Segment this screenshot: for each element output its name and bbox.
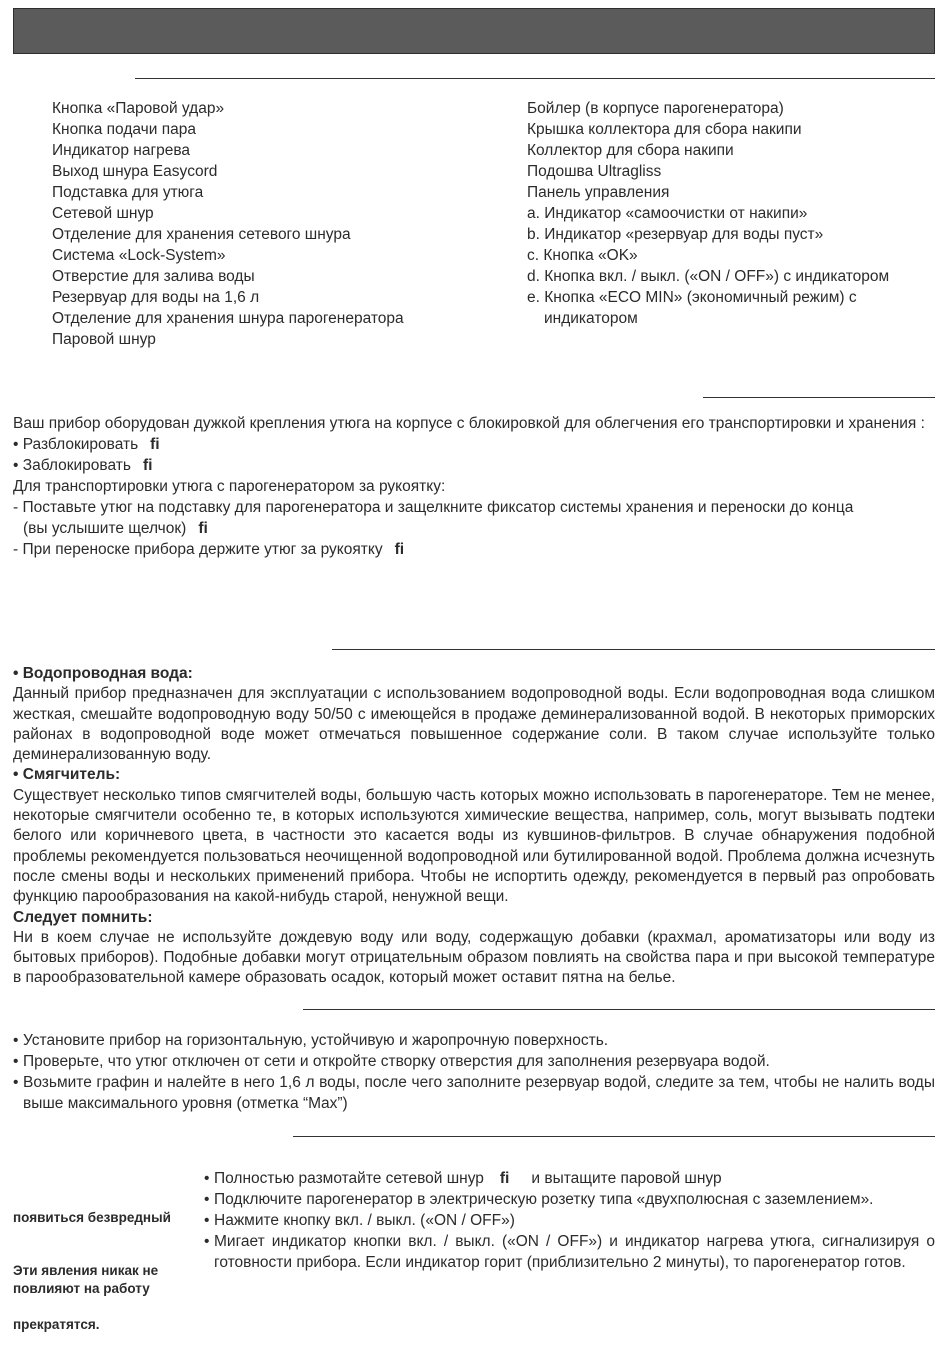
list-item — [13, 1030, 935, 1051]
transport-step-1: - Поставьте утюг на подставку для парогенератора и защелкните фиксатор системы хранения и переноски до конца — [13, 499, 854, 516]
lock-line — [13, 455, 935, 476]
list-item: Отделение для хранения шнура парогенератора — [52, 310, 404, 327]
startup-step-3: Нажмите кнопку вкл. / выкл. («ON / OFF») — [214, 1212, 515, 1229]
startup-step-2: Подключите парогенератор в электрическую розетку типа «двухполюсная с заземлением». — [214, 1191, 874, 1208]
list-item: Кнопка подачи пара — [52, 121, 196, 138]
transport-line: Для транспортировки утюга с парогенератором за рукоятку: — [13, 478, 446, 495]
bullet-mark: • — [13, 1053, 19, 1070]
bullet-mark: • — [204, 1233, 210, 1250]
fill-step-text: Возьмите графин и налейте в него 1,6 л воды, после чего заполните резервуар водой, следите за тем, чтобы не налить воды выше максимального уровня (отметка “Max”) — [23, 1074, 935, 1112]
unlock-line — [13, 434, 935, 455]
side-note-2 — [13, 1262, 158, 1298]
list-item: индикатором — [544, 310, 638, 327]
list-item: Сетевой шнур — [52, 205, 154, 222]
bullet-mark: • — [204, 1170, 210, 1187]
startup-step-1-tail: и вытащите паровой шнур — [531, 1170, 722, 1187]
list-item: Подставка для утюга — [52, 184, 204, 201]
list-item: Отделение для хранения сетевого шнура — [52, 226, 351, 243]
carry-note: - При переноске прибора держите утюг за рукоятку — [13, 541, 383, 558]
header-bar — [13, 8, 935, 54]
section-rule-lock — [703, 397, 935, 398]
figure-ref-icon: ﬁ — [150, 436, 160, 453]
list-item: Подошва Ultragliss — [527, 163, 662, 180]
list-item: Индикатор нагрева — [52, 142, 191, 159]
side-note-3: прекратятся. — [13, 1317, 100, 1332]
bullet-mark: • — [204, 1191, 210, 1208]
figure-ref-icon: ﬁ — [198, 520, 208, 537]
bullet-mark: • — [13, 1074, 19, 1091]
list-item: c. Кнопка «OK» — [527, 247, 638, 264]
figure-ref-icon: ﬁ — [394, 541, 405, 558]
lock-intro: Ваш прибор оборудован дужкой крепления утюга на корпусе с блокировкой для облегчения его транспортировки и хранения : — [13, 415, 925, 432]
click-note: (вы услышите щелчок) — [23, 520, 187, 537]
section-rule-startup — [293, 1136, 935, 1137]
fill-step-text: Установите прибор на горизонтальную, устойчивую и жаропрочную поверхность. — [23, 1032, 609, 1049]
section-rule-water — [332, 649, 935, 650]
section-rule-description — [135, 78, 935, 79]
list-item: Резервуар для воды на 1,6 л — [52, 289, 260, 306]
list-item: Отверстие для залива воды — [52, 268, 255, 285]
side-note-2-line-2: повлияют на работу — [13, 1281, 150, 1296]
remember-heading: Следует помнить: — [13, 908, 153, 926]
list-item — [204, 1168, 935, 1189]
transport-step-1-cont — [13, 518, 935, 539]
tap-water-heading: • Водопроводная вода: — [13, 665, 193, 682]
water-section — [13, 664, 935, 989]
bullet-mark: • — [13, 1032, 19, 1049]
list-item — [204, 1210, 935, 1231]
fill-section — [13, 1030, 935, 1114]
list-item: b. Индикатор «резервуар для воды пуст» — [527, 226, 824, 243]
tap-water-text: Данный прибор предназначен для эксплуатации с использованием водопроводной воды. Если водопроводная вода слишком жесткая, смешайте водопроводную воду 50/50 с имеющейся в продаже деминерализованной водой. В некоторых приморских районах в водопроводной воде может отмечаться повышенное содержание соли. В таком случае используйте только деминерализованную воду. — [13, 685, 935, 764]
list-item: Бойлер (в корпусе парогенератора) — [527, 100, 784, 117]
side-note-1: появиться безвредный — [13, 1210, 171, 1225]
list-item: Паровой шнур — [52, 331, 156, 348]
lock-system-section — [13, 413, 935, 560]
list-item: a. Индикатор «самоочистки от накипи» — [527, 205, 808, 222]
list-item: Система «Lock-System» — [52, 247, 226, 264]
bullet-mark: • — [204, 1212, 210, 1229]
section-rule-fill — [303, 1009, 935, 1010]
parts-list-left — [52, 98, 404, 350]
figure-ref-icon: ﬁ — [142, 457, 153, 474]
transport-step-2 — [13, 539, 935, 560]
list-item — [204, 1231, 935, 1273]
figure-ref-icon: ﬁ — [499, 1170, 510, 1187]
side-note-2-line-1: Эти явления никак не — [13, 1263, 159, 1278]
remember-text: Ни в коем случае не используйте дождевую воду или воду, содержащую добавки (крахмал, ароматизаторы или воду из бытовых приборов). Подобные добавки могут отрицательным образом повлиять на свойства пара и при высокой температуре в парообразовательной камере образовать осадок, который может оставит пятна на белье. — [13, 928, 935, 987]
parts-list-right — [527, 98, 889, 329]
softener-heading: • Смягчитель: — [13, 766, 121, 784]
list-item: Крышка коллектора для сбора накипи — [527, 121, 802, 138]
startup-step-4: Мигает индикатор кнопки вкл. / выкл. («ON / OFF») и индикатор нагрева утюга, сигнализируя о готовности прибора. Если индикатор горит (приблизительно 2 минуты), то парогенератор готов. — [214, 1233, 935, 1271]
softener-text: Существует несколько типов смягчителей воды, большую часть которых можно использовать в парогенераторе. Тем не менее, некоторые смягчители особенно те, в которых используются химические вещества, например, соль, могут вызывать подтеки белого или коричневого цвета, в частности это касается воды из кувшинов-фильтров. В случае обнаружения подобной проблемы рекомендуется пользоваться неочищенной водопроводной или бутилированной водой. Проблема должна исчезнуть после смены воды и нескольких применений прибора. Чтобы не испортить одежду, рекомендуется в первый раз опробовать функцию парообразования на какой-нибудь старой, ненужной вещи. — [13, 786, 935, 906]
startup-section — [204, 1168, 935, 1273]
list-item: Кнопка «Паровой удар» — [52, 100, 225, 117]
list-item — [204, 1189, 935, 1210]
list-item: Панель управления — [527, 184, 670, 201]
list-item: Коллектор для сбора накипи — [527, 142, 734, 159]
unlock-label: • Разблокировать — [13, 436, 139, 453]
list-item: e. Кнопка «ECO MIN» (экономичный режим) с — [527, 289, 857, 306]
list-item: Выход шнура Easycord — [52, 163, 218, 180]
lock-label: • Заблокировать — [13, 457, 131, 474]
list-item — [13, 1072, 935, 1114]
startup-step-1: Полностью размотайте сетевой шнур — [214, 1170, 484, 1187]
list-item — [13, 1051, 935, 1072]
list-item: d. Кнопка вкл. / выкл. («ON / OFF») с индикатором — [527, 268, 890, 285]
fill-step-text: Проверьте, что утюг отключен от сети и откройте створку отверстия для заполнения резервуара водой. — [23, 1053, 770, 1070]
